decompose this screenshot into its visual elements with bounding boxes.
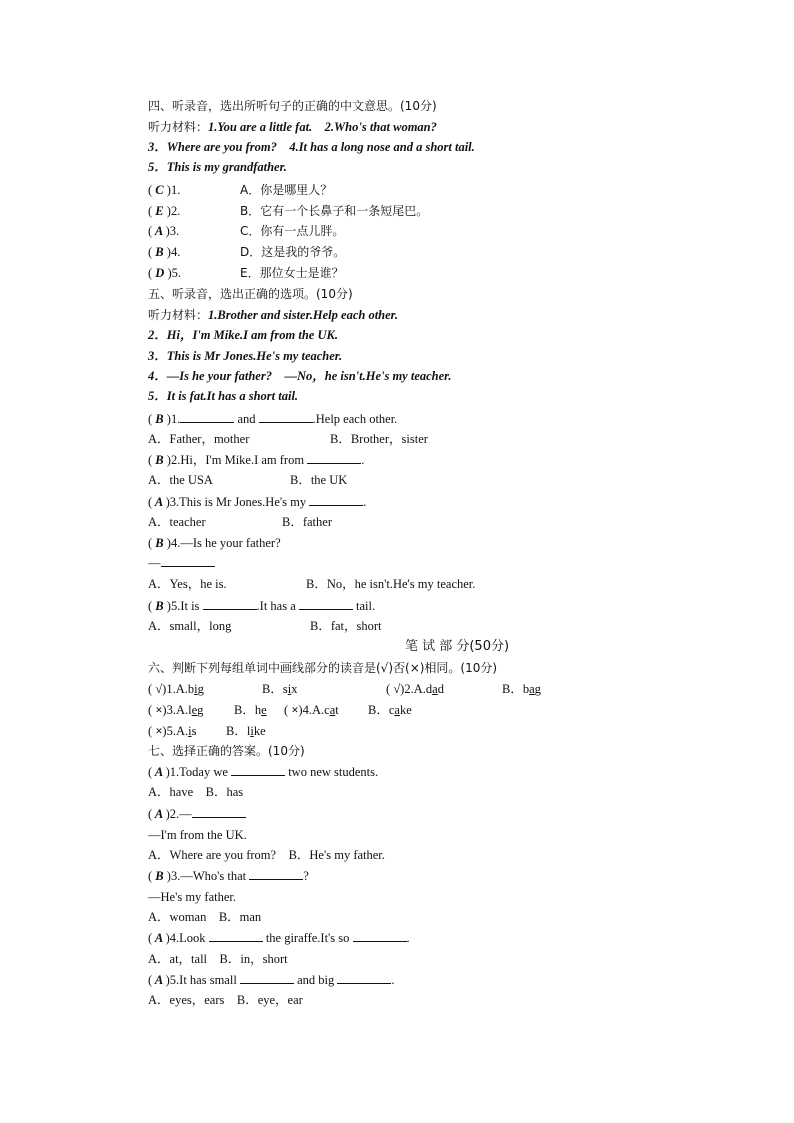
answer: B: [155, 536, 164, 550]
blank: [180, 411, 234, 423]
material-line: 3．This is Mr Jones.He's my teacher.: [148, 349, 343, 363]
option: B．like: [226, 724, 266, 738]
answer: √: [393, 682, 401, 696]
question-row: ( B )4.—Is he your father?: [148, 536, 281, 550]
material-line: 5．It is fat.It has a short tail.: [148, 389, 299, 403]
option: B．它有一个长鼻子和一条短尾巴。: [240, 204, 429, 218]
blank: [161, 555, 215, 567]
option: B．six: [262, 682, 298, 696]
answer: B: [155, 599, 164, 613]
answer: √: [155, 682, 163, 696]
section-7-title: 七、选择正确的答案。(10分): [148, 744, 305, 758]
answer: C: [155, 183, 164, 197]
listening-material: [148, 117, 437, 137]
answer: A: [154, 765, 163, 779]
option: A．the USA: [148, 473, 213, 487]
question-row: ( A )4.Look the giraffe.It's so .: [148, 931, 410, 945]
question-row: ( √)1.A.big: [148, 682, 204, 696]
question-row: ( B )2.Hi，I'm Mike.I am from .: [148, 453, 365, 467]
blank: [231, 764, 285, 776]
question-row: ( A )2.—: [148, 804, 246, 824]
answer: D: [155, 266, 165, 280]
question-row: ( √)2.A.dad: [386, 682, 444, 696]
blank: [307, 452, 361, 464]
blank: [249, 868, 303, 880]
option: A．at，tall B．in，short: [148, 952, 288, 966]
option: E．那位女士是谁？: [240, 266, 344, 280]
answer: A: [154, 495, 163, 509]
material-line: 3．Where are you from? 4.It has a long nose and a short tail.: [148, 140, 475, 154]
answer: ×: [155, 703, 163, 717]
question-row: ( ×)3.A.leg: [148, 703, 204, 717]
question-row: ( B )5.It is .It has a tail.: [148, 599, 376, 613]
option: D．这是我的爷爷。: [240, 245, 346, 259]
blank: [353, 930, 407, 942]
material-label: 听力材料：: [148, 308, 209, 322]
material-line: 5．This is my grandfather.: [148, 160, 287, 174]
option: A．你是哪里人？: [240, 183, 333, 197]
option: A．small，long: [148, 619, 232, 633]
section-4-title: 四、听录音，选出所听句子的正确的中文意思。(10分): [148, 99, 437, 113]
option: B．Brother，sister: [330, 432, 428, 446]
option: B．fat，short: [310, 619, 382, 633]
question-row: ( A )3.: [148, 224, 180, 238]
option: B．cake: [368, 703, 412, 717]
material-label: 听力材料：: [148, 120, 209, 134]
answer: A: [154, 973, 163, 987]
question-row: ( A )5.It has small and big .: [148, 973, 395, 987]
option: B．he: [234, 703, 267, 717]
material-line: 2．Hi，I'm Mike.I am from the UK.: [148, 328, 338, 342]
reply-line: —He's my father.: [148, 890, 236, 904]
option: A．have B．has: [148, 785, 244, 799]
answer: B: [155, 412, 164, 426]
option: B．bag: [502, 682, 541, 696]
blank: [337, 972, 391, 984]
answer: B: [155, 245, 164, 259]
option: B．No，he isn't.He's my teacher.: [306, 577, 476, 591]
option: A．Where are you from? B．He's my father.: [148, 848, 385, 862]
answer: A: [154, 224, 163, 238]
section-5-title: 五、听录音，选出正确的选项。(10分): [148, 287, 353, 301]
question-row: ( B )4.: [148, 245, 181, 259]
question-row: ( ×)4.A.cat: [284, 703, 339, 717]
option: B．the UK: [290, 473, 348, 487]
question-row: ( A )1.Today we two new students.: [148, 765, 379, 779]
question-row: ( B )1. and .Help each other.: [148, 412, 398, 426]
answer: E: [155, 204, 164, 218]
question-row: ( C )1.: [148, 183, 181, 197]
question-row: ( B )3.—Who's that ?: [148, 869, 309, 883]
question-row: ( E )2.: [148, 204, 181, 218]
listening-material: [148, 305, 398, 325]
answer: A: [154, 931, 163, 945]
option: A．teacher: [148, 515, 206, 529]
written-part-heading: 笔 试 部 分(50分): [404, 639, 510, 654]
answer: ×: [291, 703, 299, 717]
material-line: 1.You are a little fat. 2.Who's that woman?: [208, 120, 437, 134]
option: A．Father，mother: [148, 432, 250, 446]
blank: [240, 972, 294, 984]
option: B．father: [282, 515, 332, 529]
question-row: ( D )5.: [148, 266, 181, 280]
material-line: 4．—Is he your father? —No，he isn't.He's my teacher.: [148, 369, 452, 383]
blank: [203, 598, 257, 610]
reply-line: —I'm from the UK.: [148, 828, 247, 842]
section-6-title: 六、判断下列每组单词中画线部分的读音是(√)否(×)相同。(10分): [148, 661, 498, 675]
material-line: 1.Brother and sister.Help each other.: [208, 308, 398, 322]
blank: [299, 598, 353, 610]
question-row: ( ×)5.A.is: [148, 724, 197, 738]
option: A．woman B．man: [148, 910, 262, 924]
blank: [192, 806, 246, 818]
answer: ×: [155, 724, 163, 738]
blank: [209, 930, 263, 942]
blank: [309, 494, 363, 506]
option: A．Yes，he is.: [148, 577, 227, 591]
answer: A: [154, 807, 163, 821]
option: A．eyes，ears B．eye，ear: [148, 993, 303, 1007]
answer-line: —: [148, 553, 215, 573]
blank: [259, 411, 313, 423]
question-row: ( A )3.This is Mr Jones.He's my .: [148, 495, 367, 509]
answer: B: [155, 453, 164, 467]
answer: B: [155, 869, 164, 883]
option: C．你有一点儿胖。: [240, 224, 345, 238]
